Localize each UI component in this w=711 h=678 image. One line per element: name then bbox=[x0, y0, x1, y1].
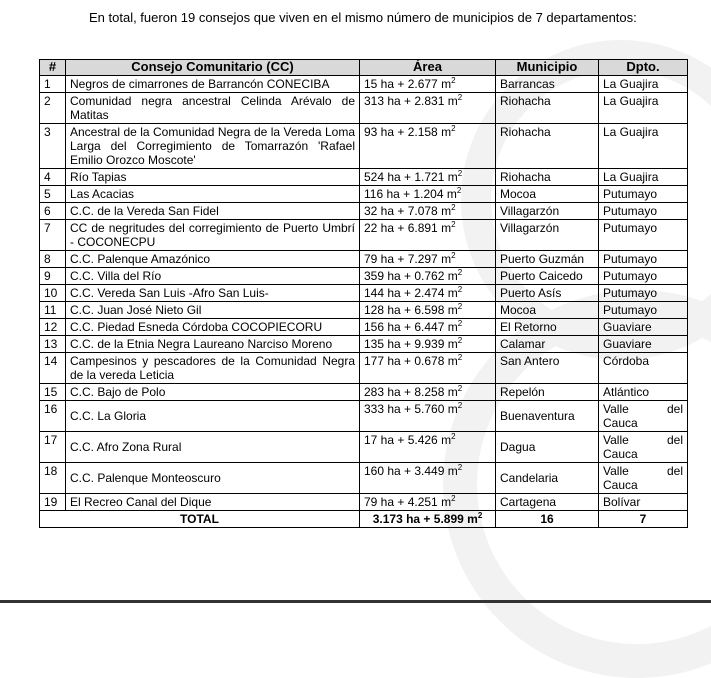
cell-municipality: Riohacha bbox=[496, 124, 599, 169]
cell-area: 128 ha + 6.598 $m^2$ bbox=[360, 302, 496, 319]
cell-municipality: Puerto Guzmán bbox=[496, 251, 599, 268]
header-area: Área bbox=[360, 60, 496, 76]
cell-num: 18 bbox=[40, 463, 66, 494]
cell-department: Atlántico bbox=[599, 384, 688, 401]
cell-department: Putumayo bbox=[599, 203, 688, 220]
cell-num: 9 bbox=[40, 268, 66, 285]
councils-table bbox=[39, 59, 688, 528]
cell-num: 3 bbox=[40, 124, 66, 169]
cell-municipality: Cartagena bbox=[496, 494, 599, 511]
cell-department: La Guajira bbox=[599, 93, 688, 124]
cell-area: 177 ha + 0.678 $m^2$ bbox=[360, 353, 496, 384]
table-row bbox=[40, 494, 688, 511]
header-council: Consejo Comunitario (CC) bbox=[66, 60, 360, 76]
cell-council: C.C. Afro Zona Rural bbox=[66, 432, 360, 463]
cell-department: La Guajira bbox=[599, 76, 688, 93]
cell-municipality: Puerto Asís bbox=[496, 285, 599, 302]
cell-area: 79 ha + 4.251 $m^2$ bbox=[360, 494, 496, 511]
cell-department: Bolívar bbox=[599, 494, 688, 511]
cell-department: Córdoba bbox=[599, 353, 688, 384]
cell-area: 524 ha + 1.721 $m^2$ bbox=[360, 169, 496, 186]
cell-num: 13 bbox=[40, 336, 66, 353]
cell-council: Campesinos y pescadores de la Comunidad Negra de la vereda Leticia bbox=[66, 353, 360, 384]
total-label: TOTAL bbox=[40, 511, 360, 528]
cell-num: 15 bbox=[40, 384, 66, 401]
cell-num: 4 bbox=[40, 169, 66, 186]
cell-area: 359 ha + 0.762 $m^2$ bbox=[360, 268, 496, 285]
table-row bbox=[40, 76, 688, 93]
cell-department: Putumayo bbox=[599, 268, 688, 285]
cell-municipality: Mocoa bbox=[496, 302, 599, 319]
table-row bbox=[40, 432, 688, 463]
table-row bbox=[40, 124, 688, 169]
table-row bbox=[40, 268, 688, 285]
table-row bbox=[40, 220, 688, 251]
cell-municipality: Buenaventura bbox=[496, 401, 599, 432]
cell-council: El Recreo Canal del Dique bbox=[66, 494, 360, 511]
cell-department: Putumayo bbox=[599, 302, 688, 319]
cell-council: C.C. de la Etnia Negra Laureano Narciso Moreno bbox=[66, 336, 360, 353]
cell-area: 144 ha + 2.474 $m^2$ bbox=[360, 285, 496, 302]
cell-area: 333 ha + 5.760 $m^2$ bbox=[360, 401, 496, 432]
cell-municipality: Mocoa bbox=[496, 186, 599, 203]
cell-municipality: Puerto Caicedo bbox=[496, 268, 599, 285]
cell-num: 2 bbox=[40, 93, 66, 124]
table-row bbox=[40, 353, 688, 384]
cell-area: 22 ha + 6.891 $m^2$ bbox=[360, 220, 496, 251]
cell-municipality: Barrancas bbox=[496, 76, 599, 93]
cell-department: Valle del Cauca bbox=[599, 463, 688, 494]
cell-municipality: Calamar bbox=[496, 336, 599, 353]
table-row bbox=[40, 285, 688, 302]
cell-council: Negros de cimarrones de Barrancón CONECIBA bbox=[66, 76, 360, 93]
cell-num: 8 bbox=[40, 251, 66, 268]
table-row bbox=[40, 384, 688, 401]
cell-council: C.C. Palenque Monteoscuro bbox=[66, 463, 360, 494]
cell-council: C.C. de la Vereda San Fidel bbox=[66, 203, 360, 220]
cell-department: Guaviare bbox=[599, 336, 688, 353]
cell-municipality: El Retorno bbox=[496, 319, 599, 336]
cell-council: C.C. Piedad Esneda Córdoba COCOPIECORU bbox=[66, 319, 360, 336]
cell-area: 17 ha + 5.426 $m^2$ bbox=[360, 432, 496, 463]
table-row bbox=[40, 251, 688, 268]
cell-area: 156 ha + 6.447 $m^2$ bbox=[360, 319, 496, 336]
cell-municipality: Dagua bbox=[496, 432, 599, 463]
cell-department: Putumayo bbox=[599, 285, 688, 302]
cell-council: Río Tapias bbox=[66, 169, 360, 186]
cell-council: C.C. La Gloria bbox=[66, 401, 360, 432]
cell-num: 11 bbox=[40, 302, 66, 319]
cell-municipality: Riohacha bbox=[496, 169, 599, 186]
cell-department: Putumayo bbox=[599, 220, 688, 251]
cell-area: 15 ha + 2.677 $m^2$ bbox=[360, 76, 496, 93]
cell-municipality: Riohacha bbox=[496, 93, 599, 124]
cell-department: Valle del Cauca bbox=[599, 401, 688, 432]
cell-municipality: Villagarzón bbox=[496, 203, 599, 220]
cell-council: C.C. Bajo de Polo bbox=[66, 384, 360, 401]
cell-num: 16 bbox=[40, 401, 66, 432]
table-row bbox=[40, 463, 688, 494]
cell-municipality: Candelaria bbox=[496, 463, 599, 494]
cell-area: 313 ha + 2.831 $m^2$ bbox=[360, 93, 496, 124]
cell-council: Las Acacias bbox=[66, 186, 360, 203]
table-row bbox=[40, 336, 688, 353]
cell-council: C.C. Juan José Nieto Gil bbox=[66, 302, 360, 319]
total-row bbox=[40, 511, 688, 528]
header-department: Dpto. bbox=[599, 60, 688, 76]
cell-area: 116 ha + 1.204 $m^2$ bbox=[360, 186, 496, 203]
table-row bbox=[40, 203, 688, 220]
cell-department: Putumayo bbox=[599, 251, 688, 268]
cell-num: 17 bbox=[40, 432, 66, 463]
total-area: 3.173 ha + 5.899 $m^2$ bbox=[360, 511, 496, 528]
footer-rule bbox=[0, 600, 711, 603]
cell-area: 32 ha + 7.078 $m^2$ bbox=[360, 203, 496, 220]
cell-council: Ancestral de la Comunidad Negra de la Vereda Loma Larga del Corregimiento de Tomarrazón 'Rafael Emilio Orozco Moscote' bbox=[66, 124, 360, 169]
cell-municipality: Villagarzón bbox=[496, 220, 599, 251]
cell-council: CC de negritudes del corregimiento de Puerto Umbrí - COCONECPU bbox=[66, 220, 360, 251]
cell-num: 5 bbox=[40, 186, 66, 203]
cell-area: 93 ha + 2.158 $m^2$ bbox=[360, 124, 496, 169]
intro-paragraph: En total, fueron 19 consejos que viven en el mismo número de municipios de 7 departamentos: bbox=[89, 10, 637, 25]
cell-num: 12 bbox=[40, 319, 66, 336]
cell-council: C.C. Villa del Río bbox=[66, 268, 360, 285]
table-header-row bbox=[40, 60, 688, 76]
table-row bbox=[40, 302, 688, 319]
cell-num: 7 bbox=[40, 220, 66, 251]
cell-area: 283 ha + 8.258 $m^2$ bbox=[360, 384, 496, 401]
table-row bbox=[40, 186, 688, 203]
cell-department: La Guajira bbox=[599, 169, 688, 186]
table-row bbox=[40, 169, 688, 186]
cell-municipality: Repelón bbox=[496, 384, 599, 401]
cell-council: C.C. Palenque Amazónico bbox=[66, 251, 360, 268]
total-municipalities: 16 bbox=[496, 511, 599, 528]
header-municipality: Municipio bbox=[496, 60, 599, 76]
cell-municipality: San Antero bbox=[496, 353, 599, 384]
table-row bbox=[40, 93, 688, 124]
header-num: # bbox=[40, 60, 66, 76]
table-row bbox=[40, 401, 688, 432]
cell-num: 10 bbox=[40, 285, 66, 302]
cell-area: 160 ha + 3.449 $m^2$ bbox=[360, 463, 496, 494]
total-departments: 7 bbox=[599, 511, 688, 528]
cell-department: Guaviare bbox=[599, 319, 688, 336]
cell-num: 6 bbox=[40, 203, 66, 220]
cell-area: 79 ha + 7.297 $m^2$ bbox=[360, 251, 496, 268]
cell-department: La Guajira bbox=[599, 124, 688, 169]
cell-num: 19 bbox=[40, 494, 66, 511]
cell-num: 1 bbox=[40, 76, 66, 93]
cell-council: C.C. Vereda San Luis -Afro San Luis- bbox=[66, 285, 360, 302]
cell-department: Putumayo bbox=[599, 186, 688, 203]
table-row bbox=[40, 319, 688, 336]
cell-num: 14 bbox=[40, 353, 66, 384]
cell-council: Comunidad negra ancestral Celinda Arévalo de Matitas bbox=[66, 93, 360, 124]
cell-department: Valle del Cauca bbox=[599, 432, 688, 463]
cell-area: 135 ha + 9.939 $m^2$ bbox=[360, 336, 496, 353]
